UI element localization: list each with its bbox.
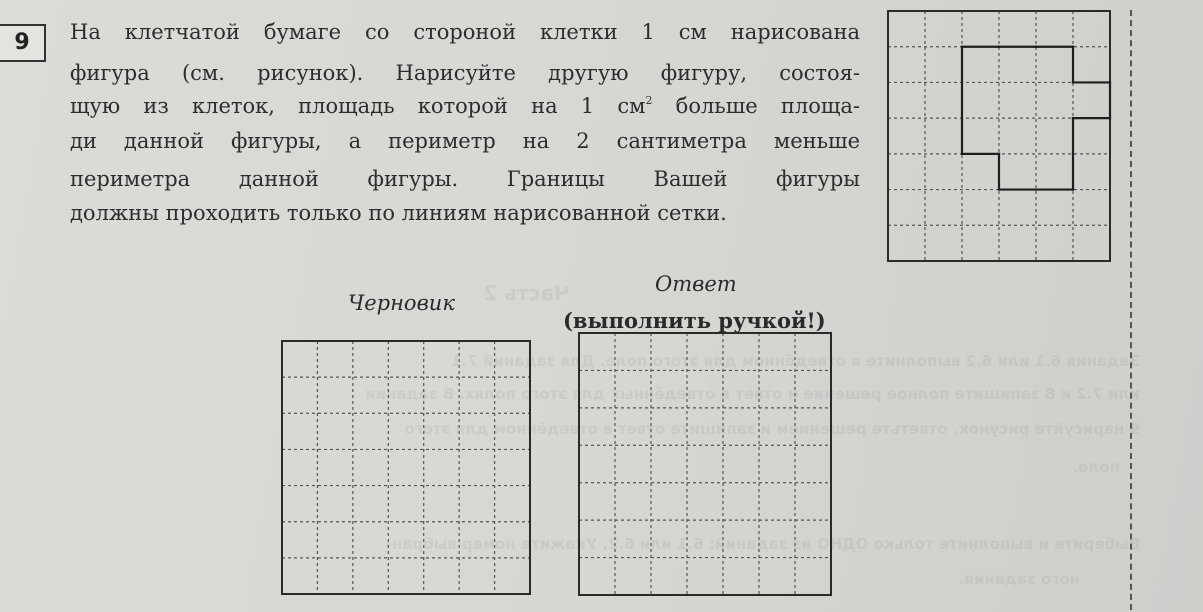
task-text-line: должны проходить только по линиям нарисованной сетки.: [70, 201, 727, 225]
task-text-line: ди данной фигуры, а периметр на 2 сантиметра меньше: [70, 129, 860, 153]
task-text-line: На клетчатой бумаге со стороной клетки 1 см нарисована: [70, 20, 860, 44]
bleed-through-line: Задания 6.1 или 6.2 выполните в отведённом для этого поле. Для заданий 7.1: [451, 352, 1140, 370]
grid-border: [282, 341, 530, 594]
task-text-fragment: щую из клеток, площадь которой на 1 см: [70, 94, 646, 118]
draft-grid[interactable]: [282, 341, 530, 594]
answer-title: Ответ: [655, 272, 737, 296]
task-text-line: периметра данной фигуры. Границы Вашей фигуры: [70, 167, 860, 191]
grid-border: [579, 333, 831, 595]
task-text-line: [70, 91, 860, 121]
task-number: 9: [0, 24, 46, 62]
bleed-through-line: или 7.2 и 8 запишите полное решение и ответ в отведённых для этого полях. В задании: [364, 385, 1140, 403]
answer-note: (выполнить ручкой!): [563, 308, 826, 333]
task-text-line: фигура (см. рисунок). Нарисуйте другую фигуру, состоя-: [70, 61, 860, 85]
bleed-through-line: ного задания.: [958, 570, 1080, 588]
task-text-fragment: больше площа-: [652, 94, 861, 118]
bleed-through-line: поле.: [1072, 458, 1120, 476]
draft-label: Черновик: [348, 291, 455, 315]
figure-grid: [888, 11, 1110, 261]
superscript: 2: [645, 94, 653, 107]
page-margin-line: [1130, 10, 1132, 610]
answer-grid[interactable]: [579, 333, 831, 595]
bleed-through-heading: Часть 2: [483, 281, 570, 305]
bleed-through-line: 9 нарисуйте рисунок, ответьте решением и запишите ответ в отведённом для этого: [404, 420, 1140, 438]
bleed-through-line: Выберите и выполните только ОДНО из заданий: 6.1 или 6.2. Укажите номер выбран-: [385, 535, 1140, 553]
